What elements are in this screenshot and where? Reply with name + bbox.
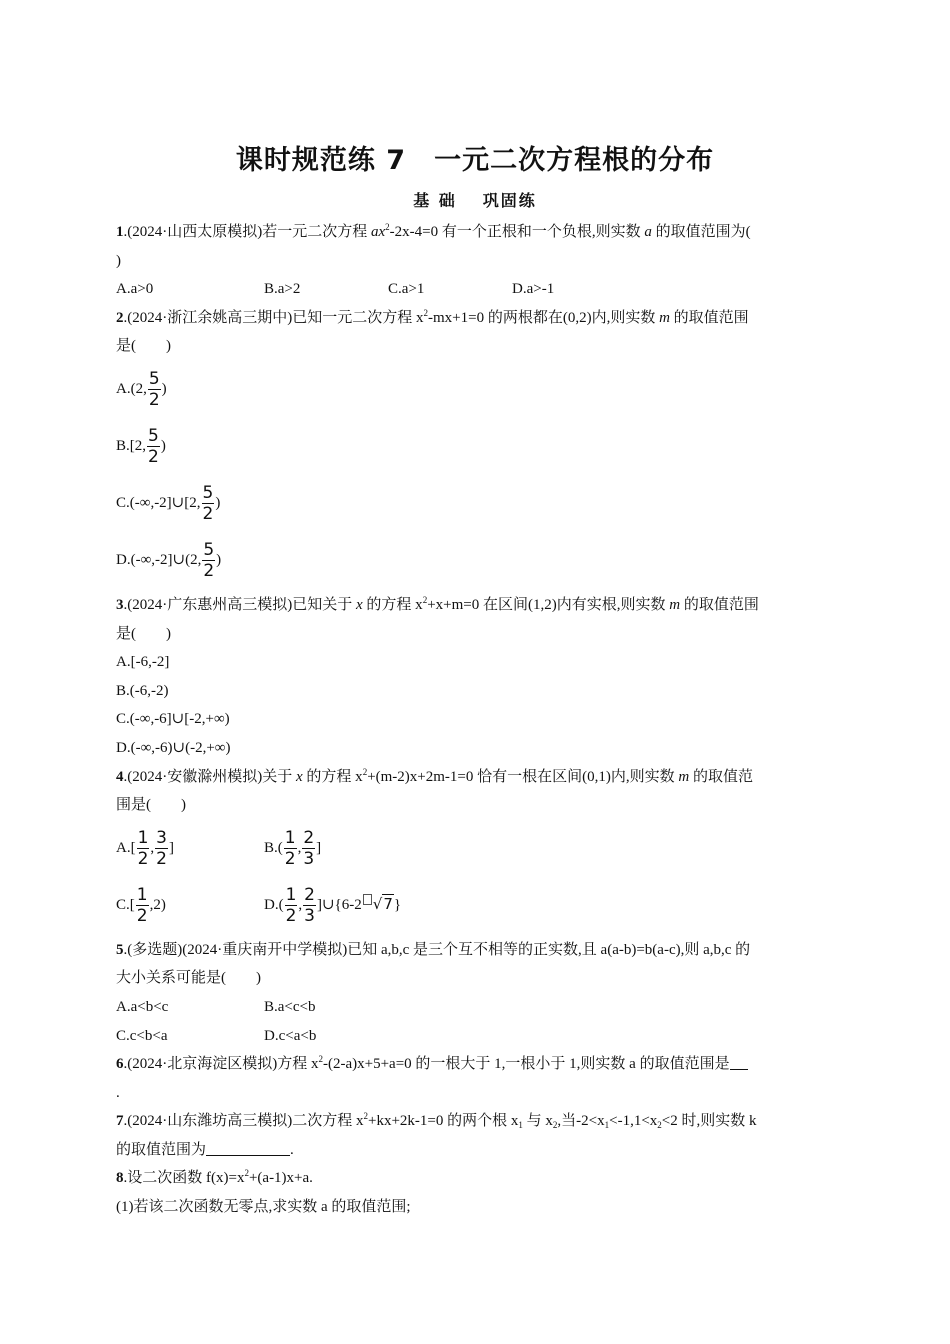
question-text: .(多选题)(2024·重庆南开中学模拟)已知 a,b,c 是三个互不相等的正实数,且 a(a-b)=b(a-c),则 a,b,c 的 <box>123 941 751 958</box>
numerator: 5 <box>203 539 215 560</box>
denominator: 3 <box>303 848 315 869</box>
option-d: D.a>-1 <box>512 281 555 298</box>
question-text: .(2024·浙江余姚高三期中)已知一元二次方程 x <box>123 309 424 326</box>
option-text: A.[ <box>116 839 136 856</box>
option-text: A.(2, <box>116 381 147 398</box>
option-text: ) <box>160 438 166 455</box>
option-text: ,2) <box>149 896 166 913</box>
option-c <box>116 475 834 532</box>
math-var: x <box>296 768 303 785</box>
numerator: 1 <box>136 884 148 905</box>
question-text: +(a-1)x+a. <box>248 1170 313 1187</box>
question-2-stem <box>116 304 834 333</box>
question-4-options-cd <box>116 877 834 934</box>
superscript: 2 <box>363 1111 368 1122</box>
question-number: 6 <box>116 1056 124 1073</box>
question-text: -2x-4=0 有一个正根和一个负根,则实数 <box>389 224 645 240</box>
option-a <box>116 361 834 418</box>
numerator: 1 <box>137 827 149 848</box>
option-d <box>116 532 834 589</box>
question-4-stem <box>116 763 834 792</box>
option-d <box>264 885 401 926</box>
subscript: 1 <box>518 1120 523 1131</box>
option-text: D.(-∞,-2]∪(2, <box>116 552 202 569</box>
square-root-icon: √7 <box>372 894 393 913</box>
question-6 <box>116 1050 834 1107</box>
option-text: ) <box>215 495 221 512</box>
question-5-options-ab <box>116 993 834 1022</box>
question-5-options-cd <box>116 1022 834 1051</box>
fraction <box>137 828 150 869</box>
answer-blank[interactable] <box>730 1053 748 1070</box>
option-text: B.[2, <box>116 438 146 455</box>
question-text: 的取值范围 <box>669 309 749 326</box>
question-1-stem <box>116 218 834 247</box>
fraction <box>136 885 149 926</box>
option-text: ] <box>168 839 174 856</box>
section-heading-right: 巩固练 <box>482 191 537 210</box>
denominator: 2 <box>156 848 167 869</box>
superscript: 2 <box>362 766 368 777</box>
question-number: 2 <box>116 309 124 326</box>
numerator: 5 <box>148 368 160 389</box>
radicand: 7 <box>383 894 393 913</box>
question-text: .(2024·山东潍坊高三模拟)二次方程 x <box>123 1113 364 1130</box>
option-d: D.(-∞,-6)∪(-2,+∞) <box>116 739 231 756</box>
question-text: 的方程 x <box>362 596 423 613</box>
question-text: . <box>290 1141 294 1158</box>
answer-blank[interactable] <box>206 1139 290 1156</box>
option-text: } <box>393 896 402 913</box>
denominator: 2 <box>285 905 297 926</box>
question-7-stem <box>116 1107 834 1136</box>
numerator: 3 <box>156 827 167 848</box>
superscript: 2 <box>422 594 428 605</box>
question-number: 1 <box>116 224 124 240</box>
fraction <box>147 426 160 467</box>
superscript: 2 <box>318 1054 323 1065</box>
denominator: 2 <box>203 560 215 581</box>
question-7-stem-line2 <box>116 1136 834 1165</box>
fraction <box>148 369 161 410</box>
question-text: ,当-2<x <box>557 1113 605 1130</box>
question-number: 8 <box>116 1170 124 1187</box>
numerator: 5 <box>148 425 159 446</box>
math-var: m <box>678 768 690 785</box>
question-number: 7 <box>116 1113 124 1130</box>
numerator: 1 <box>284 827 296 848</box>
option-b: B.a>2 <box>264 281 301 298</box>
question-7 <box>116 1107 834 1164</box>
denominator: 2 <box>148 389 160 410</box>
math-var: m <box>669 596 681 613</box>
superscript: 2 <box>423 307 428 318</box>
subscript: 2 <box>552 1120 558 1131</box>
question-number: 3 <box>116 596 124 613</box>
option-d: D.c<a<b <box>264 1027 317 1044</box>
question-text: <-1,1<x <box>609 1113 658 1130</box>
question-text: +(m-2)x+2m-1=0 恰有一根在区间(0,1)内,则实数 <box>367 768 679 785</box>
option-b <box>116 418 834 475</box>
denominator: 2 <box>284 848 296 869</box>
question-text: .(2024·广东惠州高三模拟)已知关于 <box>123 596 356 613</box>
option-c: C.a>1 <box>388 281 425 298</box>
question-text: .(2024·安徽滁州模拟)关于 <box>123 768 296 785</box>
option-text: ) <box>161 381 167 398</box>
question-2-stem-line2: 是( ) <box>116 338 171 355</box>
question-text: +x+m=0 在区间(1,2)内有实根,则实数 <box>427 596 670 613</box>
fraction <box>202 483 215 524</box>
math-var: a <box>644 224 652 240</box>
question-list <box>116 218 834 1222</box>
question-4-stem-line2: 围是( ) <box>116 797 186 814</box>
denominator: 2 <box>137 848 149 869</box>
question-text: 的取值范围为( <box>651 224 751 240</box>
option-text: , <box>298 896 303 913</box>
question-4 <box>116 763 834 934</box>
subscript: 1 <box>604 1120 610 1131</box>
question-text: <2 时,则实数 k <box>661 1113 757 1130</box>
numerator: 2 <box>303 827 315 848</box>
option-b <box>264 828 412 869</box>
question-8-stem <box>116 1164 834 1193</box>
numerator: 2 <box>304 884 315 905</box>
question-1 <box>116 218 834 304</box>
question-5 <box>116 936 834 1050</box>
section-heading <box>0 188 950 211</box>
math-var: x <box>356 596 363 613</box>
option-c: C.c<b<a <box>116 1027 168 1044</box>
denominator: 2 <box>136 905 148 926</box>
question-4-options-ab <box>116 820 834 877</box>
option-text: B.( <box>264 839 283 856</box>
option-text: ] <box>316 839 322 856</box>
question-number: 4 <box>116 768 124 785</box>
question-3-stem <box>116 591 834 620</box>
denominator: 3 <box>304 905 315 926</box>
fraction <box>155 828 168 869</box>
math-text: ax <box>371 224 386 240</box>
question-text: 的取值范围 <box>680 596 759 613</box>
question-3 <box>116 591 834 763</box>
superscript: 2 <box>385 222 390 232</box>
question-text: .(2024·山西太原模拟)若一元二次方程 <box>123 224 371 240</box>
question-number: 5 <box>116 941 124 958</box>
option-text: ) <box>216 552 222 569</box>
fraction <box>202 540 215 581</box>
question-text: .设二次函数 f(x)=x <box>123 1170 245 1187</box>
superscript: 2 <box>244 1168 249 1179</box>
section-heading-left: 基 础 <box>413 191 457 210</box>
question-text: -mx+1=0 的两根都在(0,2)内,则实数 <box>428 309 660 326</box>
option-b: B.a<c<b <box>264 998 316 1015</box>
fraction <box>302 828 315 869</box>
option-text: , <box>150 839 155 856</box>
denominator: 2 <box>148 446 159 467</box>
numerator: 1 <box>285 884 297 905</box>
question-8 <box>116 1164 834 1221</box>
option-text: D.( <box>264 896 284 913</box>
question-6-stem <box>116 1050 834 1079</box>
option-text: ]∪{6-2 <box>316 896 362 913</box>
question-text: 与 x <box>522 1113 553 1130</box>
question-3-stem-line2: 是( ) <box>116 625 171 642</box>
question-text: -(2-a)x+5+a=0 的一根大于 1,一根小于 1,则实数 a 的取值范围是 <box>323 1056 730 1073</box>
page-title: 课时规范练 7 一元二次方程根的分布 <box>235 145 715 176</box>
question-text: 的取值范 <box>689 768 753 785</box>
fraction <box>284 828 297 869</box>
subscript: 2 <box>657 1120 662 1131</box>
option-text: C.(-∞,-2]∪[2, <box>116 495 201 512</box>
question-5-stem-line2: 大小关系可能是( ) <box>116 970 261 987</box>
option-a: A.a>0 <box>116 281 154 298</box>
option-a: A.[-6,-2] <box>116 654 170 671</box>
math-var: m <box>659 309 670 326</box>
fraction <box>285 885 298 926</box>
question-8-part-1: (1)若该二次函数无零点,求实数 a 的取值范围; <box>116 1199 411 1216</box>
question-6-stem-line2: . <box>116 1084 120 1101</box>
option-text: , <box>297 839 302 856</box>
question-2 <box>116 304 834 589</box>
option-c <box>116 885 264 926</box>
question-text: +kx+2k-1=0 的两个根 x <box>368 1113 519 1130</box>
missing-glyph-icon <box>363 894 372 905</box>
question-text: .(2024·北京海淀区模拟)方程 x <box>123 1056 319 1073</box>
option-c: C.(-∞,-6]∪[-2,+∞) <box>116 711 230 728</box>
option-a <box>116 828 264 869</box>
option-text: C.[ <box>116 896 135 913</box>
denominator: 2 <box>202 503 214 524</box>
question-5-stem <box>116 936 834 965</box>
numerator: 5 <box>202 482 214 503</box>
question-1-stem-close: ) <box>116 252 121 269</box>
question-text: 的方程 x <box>302 768 363 785</box>
question-1-options <box>116 275 834 304</box>
fraction <box>303 885 316 926</box>
option-a: A.a<b<c <box>116 998 169 1015</box>
question-text: 的取值范围为 <box>116 1141 207 1158</box>
option-b: B.(-6,-2) <box>116 682 169 699</box>
